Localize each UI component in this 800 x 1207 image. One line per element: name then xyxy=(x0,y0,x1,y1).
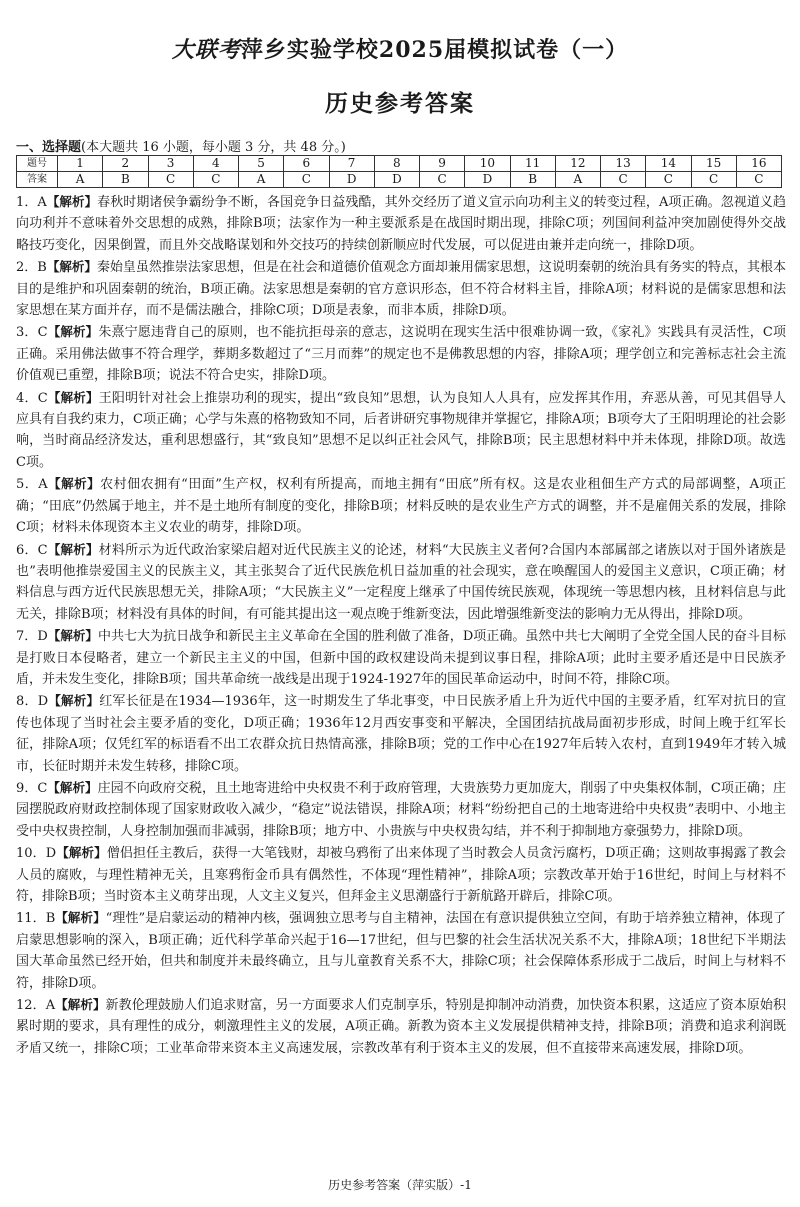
brand-logo-text: 大联考 xyxy=(171,37,241,63)
answer-cell: A xyxy=(58,172,103,188)
answer-cell: A xyxy=(555,172,600,188)
question-number: 3 xyxy=(148,156,193,172)
explanation-item xyxy=(16,539,786,626)
answer-cell: C xyxy=(284,172,329,188)
question-number-row xyxy=(17,156,782,172)
item-number: 5．A xyxy=(16,477,48,493)
page-title: 历史参考答案 xyxy=(325,90,475,117)
item-number: 1．A xyxy=(16,195,47,210)
question-number: 11 xyxy=(510,156,555,172)
analysis-tag: 【解析】 xyxy=(56,845,107,861)
explanation-item xyxy=(16,777,786,842)
section-heading xyxy=(16,136,346,155)
explanation-item xyxy=(16,994,786,1059)
item-number: 4．C xyxy=(16,390,48,406)
question-number: 13 xyxy=(601,156,646,172)
item-text: “理性”是启蒙运动的精神内核，强调独立思考与自主精神，法国在有意识提供独立空间，有助于培养独立精神，体现了启蒙思想影响的深入，B项正确；近代科学革命兴起于16—17世纪，但与巴黎的社会生活状况关系不大，排除A项；18世纪下半期法国大革命虽然已经开始，但共和制度并未最终确立，且与儿童教育关系不大，排除C项；社会保障体系形成于二战后，时间上与材料不符，排除D项。 xyxy=(16,911,786,991)
analysis-tag: 【解析】 xyxy=(55,997,106,1013)
question-number: 9 xyxy=(420,156,465,172)
answer-cell: D xyxy=(465,172,510,188)
answer-cell: C xyxy=(420,172,465,188)
exam-title: 萍乡实验学校2025届模拟试卷（一） xyxy=(240,37,629,63)
item-text: 庄园不向政府交税，且土地寄进给中央权贵不利于政府管理，大贵族势力更加庞大，削弱了中央集权体制，C项正确；庄园摆脱政府财政控制体现了国家财政收入减少，“稳定”说法错误，排除A项；材料“纷纷把自己的土地寄进给中央权贵”表明中、小地主受中央权贵控制，人身控制加强而非减弱，排除B项；地方中、小贵族与中央权贵勾结，并不利于抑制地方豪强势力，排除D项。 xyxy=(16,780,787,839)
analysis-tag: 【解析】 xyxy=(46,194,98,209)
question-number: 5 xyxy=(239,156,284,172)
item-text: 王阳明针对社会上推崇功利的现实，提出“致良知”思想，认为良知人人具有，应发挥其作用，弃恶从善，可见其倡导人应具有自我约束力，C项正确；心学与朱熹的格物致知不同，后者讲研究事物规律并掌握它，排除A项；B项夸大了王阳明理论的社会影响，当时商品经济发达，重利思想盛行，其“致良知”思想不足以纠正社会风气，排除B项；民主思想材料中并未体现，排除D项。故选C项。 xyxy=(16,390,786,470)
item-number: 6．C xyxy=(16,542,48,558)
question-number: 15 xyxy=(691,156,736,172)
analysis-tag: 【解析】 xyxy=(47,389,99,405)
section-note: (本大题共 16 小题，每小题 3 分，共 48 分。) xyxy=(81,140,346,155)
analysis-tag: 【解析】 xyxy=(47,476,101,492)
analysis-tag: 【解析】 xyxy=(47,779,98,795)
item-text: 红军长征是在1934—1936年，这一时期发生了华北事变，中日民族矛盾上升为近代中国的主要矛盾，红军对抗日的宣传也体现了当时社会主要矛盾的变化，D项正确；1936年12月西安事变和平解决，全国团结抗战局面初步形成，时间上晚于红军长征，排除A项；仅凭红军的标语看不出工农群众抗日热情高涨，排除B项；党的工作中心在1927年后转入农村，直到1949年才转入城市，长征时期并未发生转移，排除C项。 xyxy=(16,694,786,774)
answer-cell: C xyxy=(646,172,691,188)
question-number: 1 xyxy=(58,156,103,172)
explanation-item xyxy=(16,321,786,386)
explanation-list xyxy=(16,191,786,1059)
item-text: 材料所示为近代政治家梁启超对近代民族主义的论述，材料“大民族主义者何?合国内本部属部之诸族以对于国外诸族是也”表明他推崇爱国主义的民族主义，其主张契合了近代民族危机日益加重的社会现实，意在唤醒国人的爱国主义意识，C项正确；材料信息与西方近代民族思想无关，排除A项；“大民族主义”一定程度上继承了中国传统民族观，体现统一等思想内核，且材料信息与此无关，排除B项；材料没有具体的时间，有可能其提出这一观点晚于维新变法，因此增强维新变法的影响力无从得出，排除D项。 xyxy=(16,542,786,622)
item-number: 10．D xyxy=(16,846,57,862)
answer-key-table xyxy=(16,155,782,188)
explanation-item xyxy=(16,907,786,994)
explanation-item xyxy=(16,842,786,907)
explanation-item xyxy=(16,473,786,538)
item-number: 9．C xyxy=(16,780,48,796)
page-footer: 历史参考答案（萍实版）-1 xyxy=(328,1178,472,1192)
question-number: 6 xyxy=(284,156,329,172)
item-number: 12．A xyxy=(16,998,56,1014)
question-number: 8 xyxy=(374,156,419,172)
explanation-item xyxy=(16,625,786,690)
item-number: 11．B xyxy=(16,911,56,927)
section-title: 一、选择题 xyxy=(16,140,82,155)
answer-cell: A xyxy=(239,172,284,188)
analysis-tag: 【解析】 xyxy=(55,910,106,926)
item-number: 3．C xyxy=(16,325,48,341)
question-number: 12 xyxy=(555,156,600,172)
analysis-tag: 【解析】 xyxy=(47,628,98,644)
analysis-tag: 【解析】 xyxy=(48,693,100,709)
item-number: 7．D xyxy=(16,629,48,645)
item-text: 农村佃农拥有“田面”生产权，权利有所提高，而地主拥有“田底”所有权。这是农业租佃生产方式的局部调整，A项正确；“田底”仍然属于地主，并不是土地所有制度的变化，排除B项；材料反映的是农业生产方式的调整，并不是雇佣关系的发展，排除C项；材料未体现资本主义农业的萌芽，排除D项。 xyxy=(16,477,786,536)
answer-row xyxy=(17,172,782,188)
answer-cell: C xyxy=(691,172,736,188)
answer-cell: D xyxy=(329,172,374,188)
row-label: 题号 xyxy=(17,156,58,172)
question-number: 4 xyxy=(193,156,238,172)
explanation-item xyxy=(16,690,786,777)
answer-cell: C xyxy=(193,172,238,188)
question-number: 2 xyxy=(103,156,148,172)
explanation-item xyxy=(16,387,786,474)
item-text: 中共七大为抗日战争和新民主主义革命在全国的胜利做了准备，D项正确。虽然中共七大阐明了全党全国人民的奋斗目标是打败日本侵略者，建立一个新民主主义的中国，但新中国的政权建设尚未提到议事日程，排除A项；此时主要矛盾还是中日民族矛盾，并未发生变化，排除B项；国共革命统一战线是出现于1924-1927年的国民革命运动中，时间不符，排除C项。 xyxy=(16,629,786,687)
exam-header xyxy=(0,33,800,64)
row-label: 答案 xyxy=(17,172,58,188)
answer-cell: C xyxy=(601,172,646,188)
answer-cell: C xyxy=(148,172,193,188)
answer-cell: B xyxy=(103,172,148,188)
item-text: 春秋时期诸侯争霸纷争不断，各国竞争日益残酷，其外交经历了道义宣示向功利主义的转变过程，A项正确。忽视道义趋向功利并不意味着外交思想的成熟，排除B项；法家作为一种主要派系是在战国时期出现，排除C项；列国间利益冲突加剧使得外交战略技巧变化，因果倒置，而且外交战略谋划和外交技巧的持续创新顺应时代发展，可以促进由兼并走向统一，排除D项。 xyxy=(16,195,786,253)
answer-cell: C xyxy=(736,172,781,188)
explanation-item xyxy=(16,256,786,321)
item-number: 2．B xyxy=(16,260,47,276)
item-text: 僧侣担任主教后，获得一大笔钱财，却被乌鸦衔了出来体现了当时教会人员贪污腐朽，D项正确；这则故事揭露了教会人员的腐败，与理性精神无关，且寒鸦衔金币具有偶然性，不体现“理性精神”，排除A项；宗教改革开始于16世纪，时间上与材料不符，排除B项；当时资本主义萌芽出现，人文主义复兴，但拜金主义思潮盛行于新航路开辟后，排除C项。 xyxy=(16,846,786,904)
question-number: 10 xyxy=(465,156,510,172)
answer-cell: D xyxy=(374,172,419,188)
item-text: 新教伦理鼓励人们追求财富，另一方面要求人们克制享乐，特别是抑制冲动消费，加快资本积累，这适应了资本原始积累时期的要求，具有理性的成分，刺激理性主义的发展，A项正确。新教为资本主义发展提供精神支持，排除B项；消费和追求利润既矛盾又统一，排除C项；工业革命带来资本主义高速发展，宗教改革有利于资本主义的发展，但不直接带来高速发展，排除D项。 xyxy=(16,998,786,1056)
analysis-tag: 【解析】 xyxy=(47,324,99,340)
analysis-tag: 【解析】 xyxy=(47,541,99,557)
item-text: 朱熹宁愿违背自己的原则，也不能抗拒母亲的意志，这说明在现实生活中很难协调一致，《家礼》实践具有灵活性，C项正确。采用佛法做事不符合理学，葬期多数超过了“三月而葬”的规定也不是佛教思想的内容，排除A项；理学创立和完善标志社会主流价值观已重塑，排除B项；说法不符合史实，排除D项。 xyxy=(16,325,786,384)
question-number: 7 xyxy=(329,156,374,172)
analysis-tag: 【解析】 xyxy=(46,259,97,275)
question-number: 16 xyxy=(736,156,781,172)
explanation-item xyxy=(16,191,786,256)
answer-cell: B xyxy=(510,172,555,188)
item-number: 8．D xyxy=(16,694,49,710)
item-text: 秦始皇虽然推崇法家思想，但是在社会和道德价值观念方面却兼用儒家思想，这说明秦朝的统治具有务实的特点，其根本目的是维护和巩固秦朝的统治，B项正确。法家思想是秦朝的官方意识形态，但不符合材料主旨，排除A项；材料说的是儒家思想和法家思想在某方面并存，而不是儒法融合，排除C项；D项是表象，而非本质，排除D项。 xyxy=(16,260,786,319)
question-number: 14 xyxy=(646,156,691,172)
